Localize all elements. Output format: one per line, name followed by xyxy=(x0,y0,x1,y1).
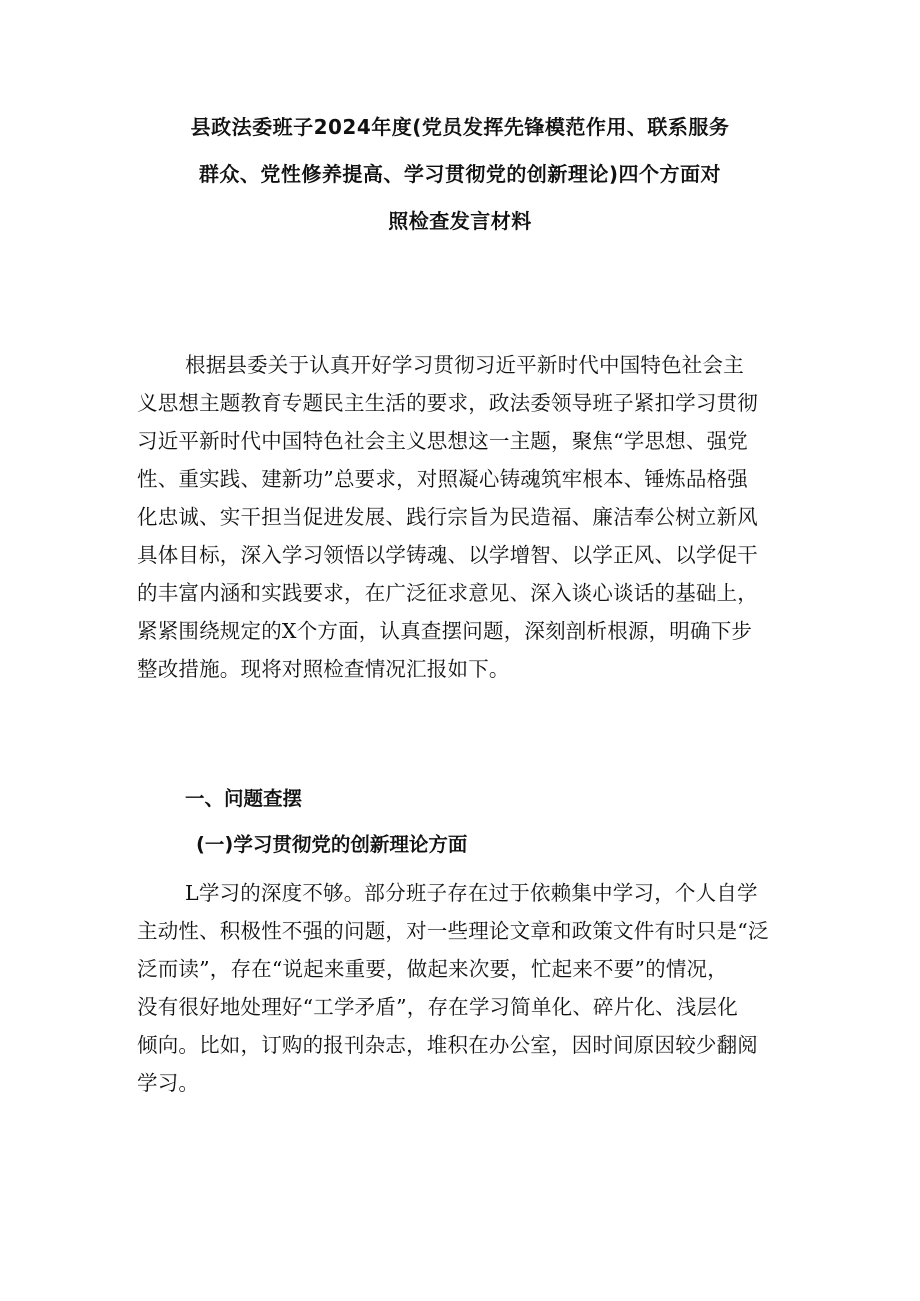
paragraph-line: L学习的深度不够。部分班子存在过于依赖集中学习，个人自学 xyxy=(185,881,758,905)
intro-paragraph xyxy=(137,346,787,688)
intro-line: 习近平新时代中国特色社会主义思想这一主题，聚焦“学思想、强党 xyxy=(137,429,748,453)
paragraph-line: 倾向。比如，订购的报刊杂志，堆积在办公室，因时间原因较少翻阅 xyxy=(137,1033,758,1057)
intro-line: 义思想主题教育专题民主生活的要求，政法委领导班子紧扣学习贯彻 xyxy=(137,391,758,415)
subsection-heading: (一)学习贯彻党的创新理论方面 xyxy=(196,833,468,856)
paragraph-line: 泛而读”，存在“说起来重要，做起来次要，忙起来不要”的情况， xyxy=(137,957,728,981)
intro-line: 的丰富内涵和实践要求，在广泛征求意见、深入谈心谈话的基础上， xyxy=(137,581,758,605)
intro-line: 紧紧围绕规定的X个方面，认真查摆问题，深刻剖析根源，明确下步 xyxy=(137,619,753,643)
intro-line: 根据县委关于认真开好学习贯彻习近平新时代中国特色社会主 xyxy=(185,353,744,377)
paragraph-line: 学习。 xyxy=(137,1071,200,1095)
document-title xyxy=(140,104,780,245)
title-line-3: 照检查发言材料 xyxy=(388,209,532,233)
section-heading: 一、问题查摆 xyxy=(185,787,303,810)
title-line-2: 群众、党性修养提高、学习贯彻党的创新理论)四个方面对 xyxy=(198,162,722,186)
title-line-1: 县政法委班子2024年度(党员发挥先锋模范作用、联系服务 xyxy=(190,115,730,139)
intro-line: 化忠诚、实干担当促进发展、践行宗旨为民造福、廉洁奉公树立新风 xyxy=(137,505,758,529)
paragraph-line: 主动性、积极性不强的问题，对一些理论文章和政策文件有时只是“泛 xyxy=(137,919,769,943)
body-paragraph xyxy=(137,874,787,1102)
intro-line: 整改措施。现将对照检查情况汇报如下。 xyxy=(137,657,510,681)
intro-line: 具体目标，深入学习领悟以学铸魂、以学增智、以学正风、以学促干 xyxy=(137,543,758,567)
paragraph-line: 没有很好地处理好“工学矛盾”，存在学习简单化、碎片化、浅层化 xyxy=(137,995,738,1019)
intro-line: 性、重实践、建新功”总要求，对照凝心铸魂筑牢根本、锤炼品格强 xyxy=(137,467,748,491)
